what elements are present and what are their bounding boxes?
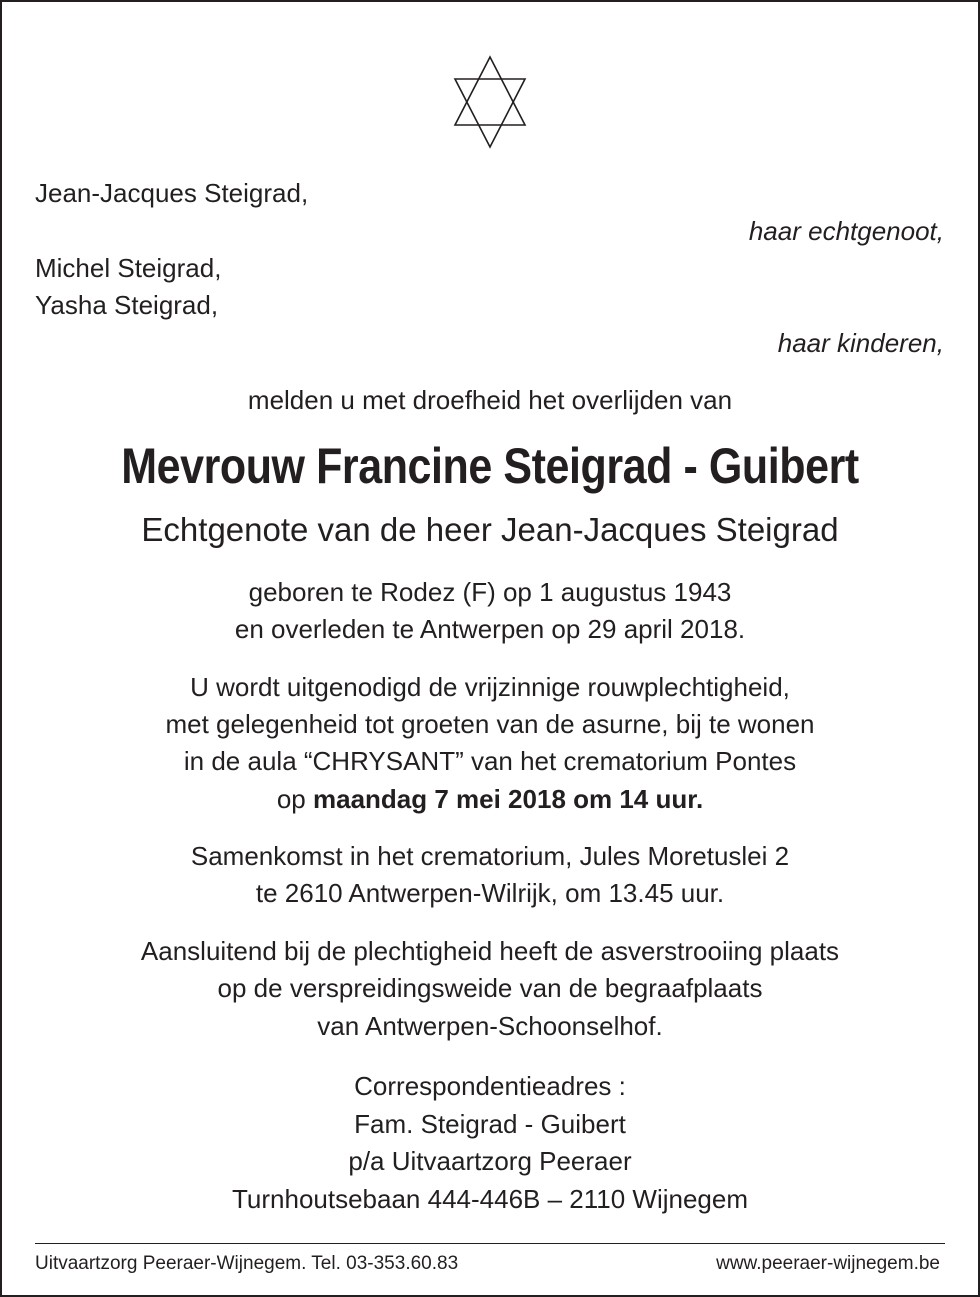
husband-role: haar echtgenoot, xyxy=(748,216,944,246)
ceremony-date-prefix: op xyxy=(276,784,313,814)
child-name-1: Michel Steigrad, xyxy=(35,253,222,283)
footer-funeral-home: Uitvaartzorg Peeraer-Wijnegem. Tel. 03-353.60.83 xyxy=(35,1253,459,1274)
correspondence-care-of: p/a Uitvaartzorg Peeraer xyxy=(348,1146,632,1176)
scattering-line-3: van Antwerpen-Schoonselhof. xyxy=(317,1011,663,1041)
husband-name: Jean-Jacques Steigrad, xyxy=(35,178,309,208)
correspondence-label: Correspondentieadres : xyxy=(354,1071,626,1101)
children-role: haar kinderen, xyxy=(777,328,944,358)
correspondence-family: Fam. Steigrad - Guibert xyxy=(354,1109,626,1139)
ceremony-date: maandag 7 mei 2018 om 14 uur. xyxy=(312,784,704,814)
scattering-line-1: Aansluitend bij de plechtigheid heeft de asverstrooiing plaats xyxy=(140,936,840,966)
gathering-line-2: te 2610 Antwerpen-Wilrijk, om 13.45 uur. xyxy=(255,878,725,908)
scattering-line-2: op de verspreidingsweide van de begraafplaats xyxy=(217,973,763,1003)
birth-date: geboren te Rodez (F) op 1 augustus 1943 xyxy=(248,577,732,607)
death-date: en overleden te Antwerpen op 29 april 2018. xyxy=(234,614,746,644)
correspondence-address: Turnhoutsebaan 444-446B – 2110 Wijnegem xyxy=(231,1184,748,1214)
child-name-2: Yasha Steigrad, xyxy=(35,290,219,320)
ceremony-line-1: U wordt uitgenodigd de vrijzinnige rouwplechtigheid, xyxy=(190,672,790,702)
star-of-david-icon xyxy=(453,55,527,149)
ceremony-line-2: met gelegenheid tot groeten van de asurne, bij te wonen xyxy=(165,709,815,739)
deceased-name: Mevrouw Francine Steigrad - Guibert xyxy=(121,438,859,494)
ceremony-line-3: in de aula “CHRYSANT” van het crematorium Pontes xyxy=(183,746,797,776)
deceased-subtitle: Echtgenote van de heer Jean-Jacques Steigrad xyxy=(141,511,839,548)
gathering-line-1: Samenkomst in het crematorium, Jules Moretuslei 2 xyxy=(190,841,790,871)
announcement-intro: melden u met droefheid het overlijden van xyxy=(247,385,733,415)
footer-website-link[interactable]: www.peeraer-wijnegem.be xyxy=(716,1253,940,1274)
ceremony-date-line xyxy=(0,784,980,814)
footer-divider xyxy=(35,1243,945,1244)
